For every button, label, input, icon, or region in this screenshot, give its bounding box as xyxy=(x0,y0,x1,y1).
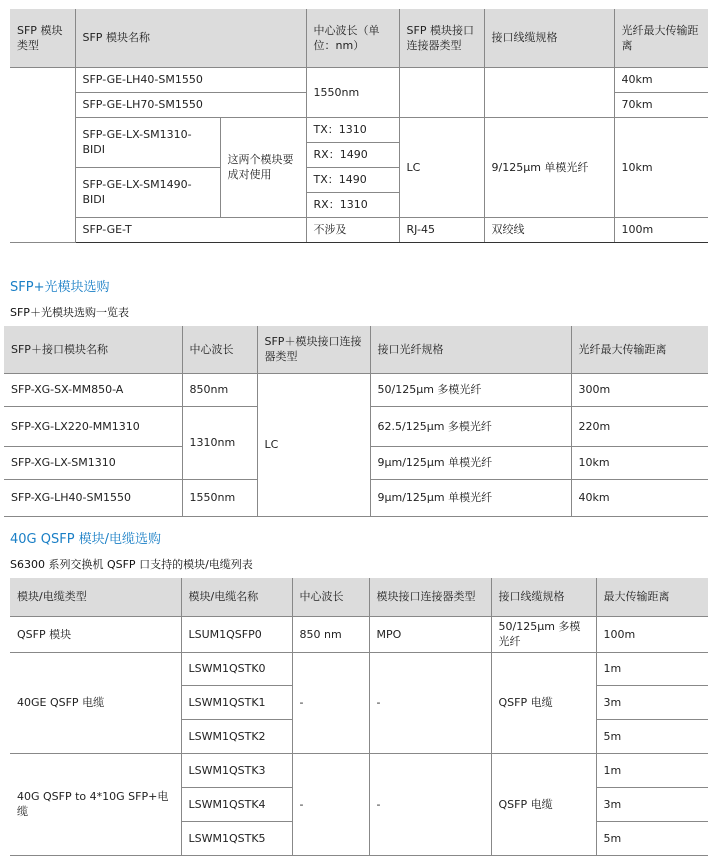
name-cell: SFP-XG-LH40-SM1550 xyxy=(4,479,182,516)
type-cell: 40GE QSFP 电缆 xyxy=(10,652,181,753)
header-cell: SFP＋接口模块名称 xyxy=(4,326,182,373)
section-title-qsfp: 40G QSFP 模块/电缆选购 xyxy=(10,532,162,547)
connector-cell: LC xyxy=(399,117,484,217)
table-caption-sfp-plus: SFP＋光模块选购一览表 xyxy=(10,306,129,319)
name-cell: LSWM1QSTK5 xyxy=(181,821,292,855)
cable-cell: 9/125μm 单模光纤 xyxy=(484,117,614,217)
table-header-row xyxy=(4,326,708,373)
header-cell: 最大传输距离 xyxy=(596,578,708,616)
connector-cell xyxy=(399,67,484,117)
type-cell: 40G QSFP to 4*10G SFP+电缆 xyxy=(10,753,181,855)
distance-cell: 40km xyxy=(571,479,708,516)
header-cell: SFP 模块名称 xyxy=(75,9,306,67)
wavelength-cell: - xyxy=(292,652,369,753)
table-header-row xyxy=(10,578,708,616)
header-cell: 模块接口连接器类型 xyxy=(369,578,491,616)
table-row xyxy=(10,753,708,787)
distance-cell: 100m xyxy=(614,217,708,242)
header-cell: 光纤最大传输距离 xyxy=(571,326,708,373)
header-cell: 模块/电缆类型 xyxy=(10,578,181,616)
name-cell: SFP-XG-SX-MM850-A xyxy=(4,373,182,406)
distance-cell: 3m xyxy=(596,787,708,821)
header-cell: SFP＋模块接口连接器类型 xyxy=(257,326,370,373)
wavelength-cell: 不涉及 xyxy=(306,217,399,242)
connector-cell: LC xyxy=(257,373,370,516)
bidi-note-cell: 这两个模块要成对使用 xyxy=(220,117,306,217)
name-cell: SFP-GE-LH40-SM1550 xyxy=(75,67,306,92)
cable-cell: 双绞线 xyxy=(484,217,614,242)
distance-cell: 220m xyxy=(571,406,708,446)
name-cell: LSWM1QSTK1 xyxy=(181,685,292,719)
table-row xyxy=(4,373,708,406)
header-cell: 模块/电缆名称 xyxy=(181,578,292,616)
distance-cell: 40km xyxy=(614,67,708,92)
fiber-cell: 9μm/125μm 单模光纤 xyxy=(370,446,571,479)
name-cell: SFP-GE-LH70-SM1550 xyxy=(75,92,306,117)
wavelength-cell: - xyxy=(292,753,369,855)
name-cell: SFP-GE-LX-SM1310-BIDI xyxy=(75,117,220,167)
qsfp-module-table xyxy=(10,578,708,856)
header-cell: 中心波长（单位：nm） xyxy=(306,9,399,67)
name-cell: SFP-XG-LX220-MM1310 xyxy=(4,406,182,446)
distance-cell: 1m xyxy=(596,753,708,787)
header-cell: SFP 模块接口连接器类型 xyxy=(399,9,484,67)
distance-cell: 100m xyxy=(596,616,708,652)
header-cell: 光纤最大传输距离 xyxy=(614,9,708,67)
header-cell: 接口光纤规格 xyxy=(370,326,571,373)
table-caption-qsfp: S6300 系列交换机 QSFP 口支持的模块/电缆列表 xyxy=(10,558,253,571)
distance-cell: 3m xyxy=(596,685,708,719)
cable-cell: QSFP 电缆 xyxy=(491,652,596,753)
type-cell: QSFP 模块 xyxy=(10,616,181,652)
header-cell: 接口线缆规格 xyxy=(491,578,596,616)
wavelength-cell: TX：1310 xyxy=(306,117,399,142)
table-row xyxy=(10,616,708,652)
fiber-cell: 50/125μm 多模光纤 xyxy=(370,373,571,406)
header-cell: 中心波长 xyxy=(182,326,257,373)
cable-cell xyxy=(484,67,614,117)
name-cell: LSWM1QSTK0 xyxy=(181,652,292,685)
table-header-row xyxy=(10,9,708,67)
table-row xyxy=(10,217,708,242)
name-cell: LSWM1QSTK4 xyxy=(181,787,292,821)
distance-cell: 5m xyxy=(596,821,708,855)
connector-cell: RJ-45 xyxy=(399,217,484,242)
distance-cell: 10km xyxy=(571,446,708,479)
type-cell xyxy=(10,67,75,242)
wavelength-cell: RX：1490 xyxy=(306,142,399,167)
fiber-cell: 62.5/125μm 多模光纤 xyxy=(370,406,571,446)
wavelength-cell: 1550nm xyxy=(306,67,399,117)
name-cell: SFP-GE-LX-SM1490-BIDI xyxy=(75,167,220,217)
connector-cell: - xyxy=(369,652,491,753)
fiber-cell: 9μm/125μm 单模光纤 xyxy=(370,479,571,516)
connector-cell: - xyxy=(369,753,491,855)
wavelength-cell: RX：1310 xyxy=(306,192,399,217)
name-cell: SFP-XG-LX-SM1310 xyxy=(4,446,182,479)
sfp-module-table xyxy=(10,9,708,243)
distance-cell: 5m xyxy=(596,719,708,753)
sfp-plus-module-table xyxy=(4,326,708,517)
header-cell: SFP 模块类型 xyxy=(10,9,75,67)
cable-cell: 50/125μm 多模光纤 xyxy=(491,616,596,652)
wavelength-cell: 850nm xyxy=(182,373,257,406)
distance-cell: 1m xyxy=(596,652,708,685)
connector-cell: MPO xyxy=(369,616,491,652)
table-row xyxy=(10,117,708,142)
distance-cell: 300m xyxy=(571,373,708,406)
distance-cell: 10km xyxy=(614,117,708,217)
wavelength-cell: 1310nm xyxy=(182,406,257,479)
wavelength-cell: TX：1490 xyxy=(306,167,399,192)
header-cell: 接口线缆规格 xyxy=(484,9,614,67)
cable-cell: QSFP 电缆 xyxy=(491,753,596,855)
wavelength-cell: 850 nm xyxy=(292,616,369,652)
name-cell: LSUM1QSFP0 xyxy=(181,616,292,652)
name-cell: LSWM1QSTK2 xyxy=(181,719,292,753)
header-cell: 中心波长 xyxy=(292,578,369,616)
name-cell: SFP-GE-T xyxy=(75,217,306,242)
name-cell: LSWM1QSTK3 xyxy=(181,753,292,787)
section-title-sfp-plus: SFP+光模块选购 xyxy=(10,280,110,295)
distance-cell: 70km xyxy=(614,92,708,117)
wavelength-cell: 1550nm xyxy=(182,479,257,516)
table-row xyxy=(10,652,708,685)
table-row xyxy=(10,67,708,92)
